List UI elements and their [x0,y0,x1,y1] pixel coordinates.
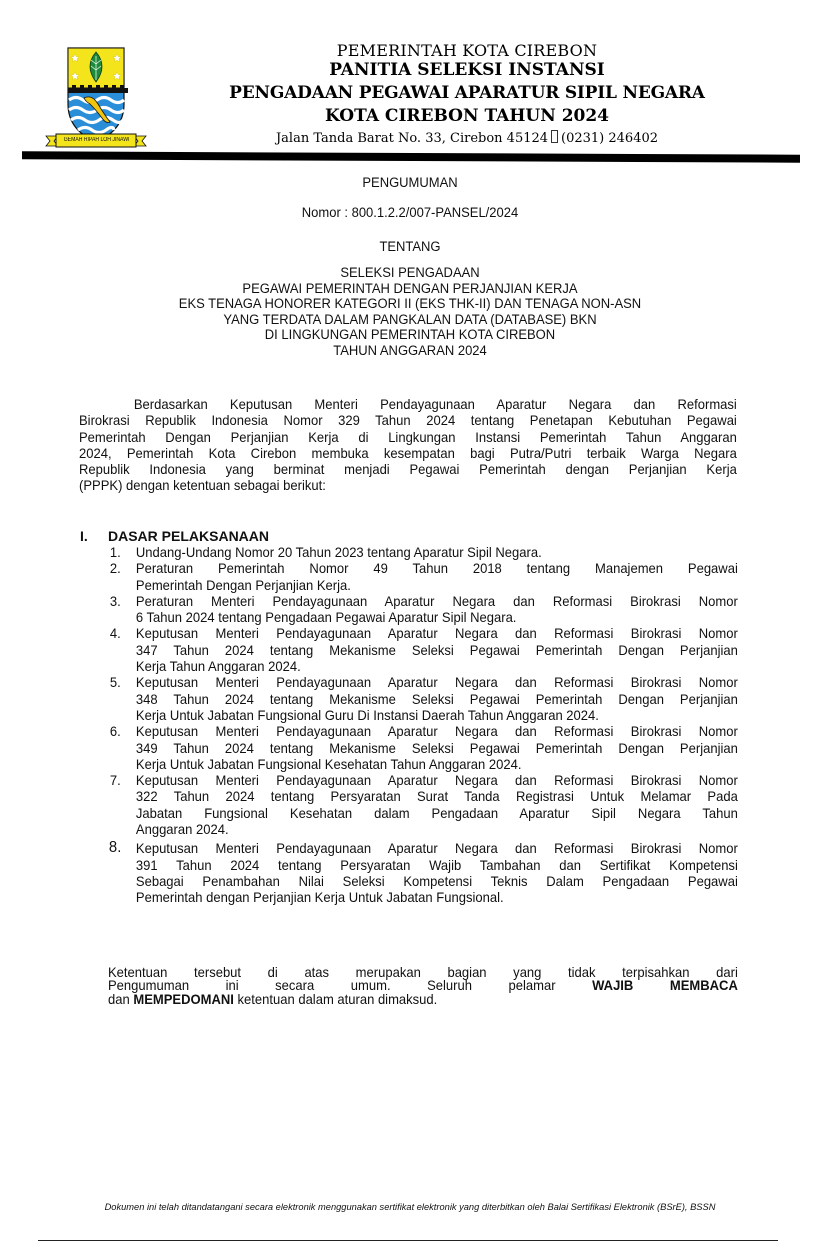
closing-text: ketentuan dalam aturan dimaksud. [237,990,438,1007]
list-item [108,544,738,560]
cirebon-coat-of-arms-icon [40,42,152,150]
list-item-line: Keputusan Menteri Pendayagunaan Aparatur Negara dan Reformasi Birokrasi Nomor [135,723,738,740]
list-item-number: 5. [109,674,121,691]
list-item-line: 348 Tahun 2024 tentang Mekanisme Seleksi Pegawai Pemerintah Dengan Perjanjian [135,690,738,707]
announcement-about: TENTANG [379,239,441,254]
legal-basis-list [108,544,738,906]
subject-line: TAHUN ANGGARAN 2024 [333,342,487,358]
logo-motto: GEMAH RIPAH LOH JINAWI [63,137,130,143]
subject-line: PEGAWAI PEMERINTAH DENGAN PERJANJIAN KERJA [242,280,578,296]
list-item-line: 349 Tahun 2024 tentang Mekanisme Seleksi Pegawai Pemerintah Dengan Perjanjian [135,739,738,756]
list-item [108,625,738,674]
paragraph-line: (PPPK) dengan ketentuan sebagai berikut: [79,477,326,494]
letterhead-committee: PANITIA SELEKSI INSTANSI [329,60,605,80]
footer-divider [38,1240,778,1241]
closing-text: dan [108,990,130,1007]
electronic-signature-note: Dokumen ini telah ditandatangani secara elektronik menggunakan sertifikat elektronik yang diterbitkan oleh Balai Sertifikasi Elektronik (BSrE), BSSN [104,1202,716,1212]
list-item-line: 6 Tahun 2024 tentang Pengadaan Pegawai Aparatur Sipil Negara. [135,609,517,626]
paragraph-line: Birokrasi Republik Indonesia Nomor 329 Tahun 2024 tentang Penetapan Kebutuhan Pegawai [79,412,737,429]
list-item-line: Undang-Undang Nomor 20 Tahun 2023 tentang Aparatur Sipil Negara. [135,544,542,560]
letterhead-city-year: KOTA CIREBON TAHUN 2024 [324,106,610,126]
list-item [108,674,738,723]
list-item-line: 347 Tahun 2024 tentang Mekanisme Seleksi Pegawai Pemerintah Dengan Perjanjian [135,641,738,658]
address: Jalan Tanda Barat No. 33, Cirebon 45124 [275,131,549,146]
list-item [108,723,738,772]
list-item-line: Keputusan Menteri Pendayagunaan Aparatur Negara dan Reformasi Birokrasi Nomor [135,625,738,642]
list-item-line: Kerja Untuk Jabatan Fungsional Kesehatan Tahun Anggaran 2024. [135,755,522,772]
subject-line: EKS TENAGA HONORER KATEGORI II (EKS THK-II) DAN TENAGA NON-ASN [178,296,642,312]
paragraph-line: Pemerintah Dengan Perjanjian Kerja di Lingkungan Instansi Pemerintah Tahun Anggaran [79,428,737,445]
closing-paragraph [108,966,738,1006]
paragraph-line: 2024, Pemerintah Kota Cirebon membuka kesempatan bagi Putra/Putri terbaik Warga Negara [79,444,737,461]
list-item-line: Peraturan Pemerintah Nomor 49 Tahun 2018 tentang Manajemen Pegawai [135,560,738,577]
list-item-number: 2. [109,560,121,577]
letterhead-government: PEMERINTAH KOTA CIREBON [336,41,598,60]
list-item-line: Jabatan Fungsional Kesehatan dalam Pengadaan Aparatur Sipil Negara Tahun [135,804,738,821]
paragraph-line: Berdasarkan Keputusan Menteri Pendayagunaan Aparatur Negara dan Reformasi [133,396,737,412]
closing-emphasis-follow: MEMPEDOMANI [133,990,234,1007]
closing-emphasis-must-read: WAJIB MEMBACA [592,977,738,994]
list-item-line: 322 Tahun 2024 tentang Persyaratan Surat Tanda Registrasi Untuk Melamar Pada [135,788,738,805]
list-item-number: 8. [108,839,122,857]
list-item [108,593,738,626]
list-item-number: 1. [109,544,121,560]
letterhead-contact [190,130,744,146]
paragraph-line: Republik Indonesia yang berminat menjadi Pegawai Pemerintah dengan Perjanjian Kerja [79,461,737,478]
closing-text: Pengumuman ini secara umum. Seluruh pelamar [108,977,556,994]
intro-paragraph [79,396,737,494]
list-item-line: Peraturan Menteri Pendayagunaan Aparatur Negara dan Reformasi Birokrasi Nomor [135,592,738,609]
announcement-label: PENGUMUMAN [362,175,458,190]
list-item-number: 3. [109,592,121,609]
list-item [108,772,738,837]
subject-line: DI LINGKUNGAN PEMERINTAH KOTA CIREBON [264,327,556,343]
letterhead-procurement: PENGADAAN PEGAWAI APARATUR SIPIL NEGARA [229,83,705,103]
list-item-number: 4. [109,625,121,642]
closing-line [108,990,738,1007]
phone-number: (0231) 246402 [561,131,659,146]
list-item-line: Pemerintah Dengan Perjanjian Kerja. [135,576,351,593]
list-item-line: Kerja Untuk Jabatan Fungsional Guru Di Instansi Daerah Tahun Anggaran 2024. [135,706,599,723]
list-item [108,560,738,593]
list-item-line: Keputusan Menteri Pendayagunaan Aparatur Negara dan Reformasi Birokrasi Nomor [135,840,738,857]
list-item [108,840,738,905]
announcement-subject [71,265,750,359]
city-emblem-logo [40,42,152,150]
list-item-line: 391 Tahun 2024 tentang Persyaratan Wajib Tambahan dan Sertifikat Kompetensi [135,856,738,873]
list-item-line: Keputusan Menteri Pendayagunaan Aparatur Negara dan Reformasi Birokrasi Nomor [135,674,738,691]
subject-line: SELEKSI PENGADAAN [340,265,480,280]
list-item-line: Sebagai Penambahan Nilai Seleksi Kompetensi Teknis Dalam Pengadaan Pegawai [135,872,738,889]
phone-icon [551,130,558,143]
list-item-line: Keputusan Menteri Pendayagunaan Aparatur Negara dan Reformasi Birokrasi Nomor [135,772,738,789]
section-number: I. [80,528,88,544]
announcement-number: Nomor : 800.1.2.2/007-PANSEL/2024 [301,205,519,220]
list-item-number: 7. [109,772,121,789]
letterhead-divider [22,151,800,162]
closing-line: Ketentuan tersebut di atas merupakan bagian yang tidak terpisahkan dari [108,964,738,980]
list-item-number: 6. [109,723,121,740]
subject-line: YANG TERDATA DALAM PANGKALAN DATA (DATABASE) BKN [223,311,597,327]
list-item-line: Pemerintah dengan Perjanjian Kerja Untuk Jabatan Fungsional. [135,889,504,906]
list-item-line: Anggaran 2024. [135,821,229,838]
list-item-line: Kerja Tahun Anggaran 2024. [135,658,301,675]
section-title: DASAR PELAKSANAAN [108,528,270,544]
